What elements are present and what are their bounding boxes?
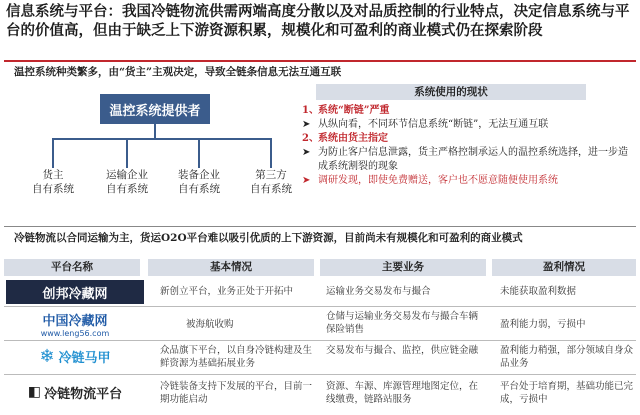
table-header-profit: 盈利情况 (492, 259, 636, 276)
tree-branch-bar (52, 138, 272, 140)
row1-business: 运输业务交易发布与撮合 (326, 286, 431, 297)
tree-stem-4 (270, 138, 272, 168)
row-divider (4, 374, 636, 375)
leaf-owner: 货主 自有系统 (32, 169, 74, 195)
snowflake-icon: ❄ (39, 345, 55, 367)
table-header-business: 主要业务 (320, 259, 486, 276)
row2-profit: 盈利能力弱，亏损中 (500, 319, 586, 330)
row3-basic: 众品旗下平台，以自身冷链构建及生鲜资源为基础拓展业务 (160, 345, 313, 369)
table-header-name: 平台名称 (4, 259, 140, 276)
row3-business: 交易发布与撮合、监控，供应链金融 (326, 345, 479, 356)
tree-stem-1 (52, 138, 54, 168)
platform-logo-mark: ◧ (27, 384, 42, 400)
leaf-transport: 运输企业 自有系统 (106, 169, 148, 195)
row3-profit: 盈利能力稍强，部分领域自身众品业务 (500, 345, 634, 369)
section-subtitle-temperature-systems: 温控系统种类繁多，由“货主”主观决定，导致全链条信息无法互通互联 (14, 66, 342, 78)
table-row (6, 344, 144, 368)
platform-logo-chuangbang: 创邦冷藏网 (42, 286, 108, 302)
platform-logo-lenglian-wuliu: 冷链物流平台 (44, 386, 123, 402)
row4-business: 资源、车源、库源管理地图定位，在线缴费，链路站服务 (326, 381, 479, 405)
row4-profit: 平台处于培育期，基础功能已完成，亏损中 (500, 381, 634, 405)
section-subtitle-platforms: 冷链物流以合同运输为主，货运O2O平台难以吸引优质的上下游资源，目前尚未有规模化和可盈利的商业模式 (14, 232, 523, 244)
table-row (6, 380, 144, 404)
page-headline: 信息系统与平台：我国冷链物流供需两端高度分散以及对品质控制的行业特点，决定信息系统与平台的价值高，但由于缺乏上下游资源积累，规模化和可盈利的商业模式仍在探索阶段 (6, 3, 630, 39)
table-header-basic: 基本情况 (148, 259, 314, 276)
row-divider (4, 340, 636, 341)
platform-url: www.leng56.com (40, 329, 110, 338)
row2-basic: 被海航收购 (186, 319, 234, 330)
table-row (6, 310, 144, 336)
status-item-4: ➤ 为防止客户信息泄露，货主严格控制承运人的温控系统选择，进一步造成系统割裂的现象 (302, 147, 628, 172)
status-item-3: 2、 系统由货主指定 (302, 133, 388, 144)
section-divider (4, 226, 636, 227)
row2-business: 仓储与运输业务交易发布与撮合车辆保险销售 (326, 311, 479, 335)
tree-stem-2 (126, 138, 128, 168)
row1-profit: 未能获取盈利数据 (500, 286, 577, 297)
status-item-2: ➤ 从纵向看，不同环节信息系统“断链”，无法互通互联 (302, 119, 549, 130)
status-header: 系统使用的现状 (316, 84, 586, 100)
status-item-5: ➤ 调研发现，即使免费赠送，客户也不愿意随便使用系统 (302, 175, 558, 186)
provider-box: 温控系统提供者 (100, 94, 210, 124)
row4-basic: 冷链装备支持下发展的平台，目前一期功能启动 (160, 381, 313, 405)
tree-trunk (154, 124, 156, 138)
row-divider (4, 306, 636, 307)
leaf-equipment: 装备企业 自有系统 (178, 169, 220, 195)
leaf-third-party: 第三方 自有系统 (250, 169, 292, 195)
headline-divider (4, 60, 636, 62)
status-item-1: 1、 系统“断链”严重 (302, 105, 390, 116)
platform-logo-lenglianmajia: 冷链马甲 (58, 350, 111, 366)
tree-stem-3 (198, 138, 200, 168)
platform-logo-leng56: 中国冷藏网 (42, 314, 108, 329)
row1-basic: 新创立平台，业务正处于开拓中 (160, 286, 294, 297)
table-row (6, 280, 144, 304)
status-list (302, 104, 632, 188)
